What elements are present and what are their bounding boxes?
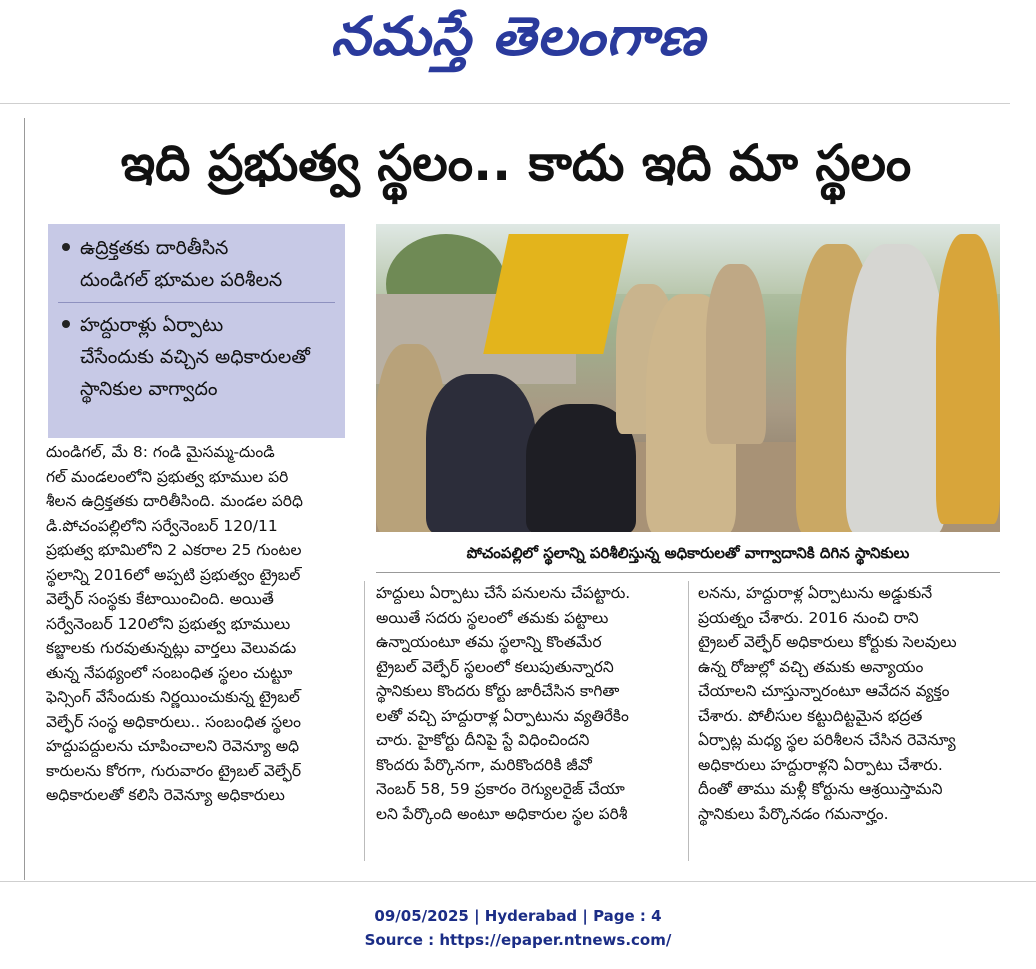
body-line: చారు. హైకోర్టు దీనిపై స్టే విధించిందని — [376, 731, 590, 749]
photo-person — [936, 234, 1000, 524]
photo-excavator — [483, 234, 629, 354]
body-line: లని పేర్కొంది అంటూ అధికారుల స్థల పరిశీ — [376, 804, 628, 823]
body-line: కబ్జాలకు గురవుతున్నట్లు వార్తలు వెలువడు — [46, 639, 297, 657]
body-line: లతో వచ్చి హద్దురాళ్ల ఏర్పాటును వ్యతిరేకిం — [376, 706, 629, 725]
body-line: ప్రభుత్వ భూమిలోని 2 ఎకరాల 25 గుంటల — [46, 541, 302, 559]
body-line: చేయాలని చూస్తున్నారంటూ ఆవేదన వ్యక్తం — [698, 682, 950, 700]
body-column-3 — [698, 581, 1000, 826]
masthead — [0, 0, 1036, 100]
body-line: లనను, హద్దురాళ్ల ఏర్పాటును అడ్డుకునే — [698, 584, 933, 602]
body-line: కారులను కోరగా, గురువారం ట్రైబల్ వెల్ఫేర్ — [46, 761, 302, 780]
photo-person — [846, 244, 946, 532]
body-column-2 — [376, 581, 678, 826]
photo-person — [706, 264, 766, 444]
bullet-icon — [62, 243, 70, 251]
bullet-icon — [62, 320, 70, 328]
column-divider — [688, 581, 689, 861]
highlight-divider — [58, 302, 335, 303]
body-line: ఏర్పాట్ల మధ్య స్థల పరిశీలన చేసిన రెవెన్యూ — [698, 731, 956, 749]
highlight-line: దుండిగల్ భూమల పరిశీలన — [80, 269, 283, 291]
body-line: ట్రైబల్ వెల్ఫేర్ అధికారులు కోర్టుకు సెలవులు — [698, 633, 957, 651]
newspaper-logo: నమస్తే తెలంగాణ — [330, 5, 706, 68]
body-line: సర్వేనెంబర్ 120లోని ప్రభుత్వ భూములు — [46, 614, 291, 633]
body-line: ఉన్నాయంటూ తమ స్థలాన్ని కొంతమేర — [376, 633, 602, 651]
body-line: వెల్ఫేర్ సంస్థకు కేటాయించింది. అయితే — [46, 590, 274, 608]
body-line: హద్దులు ఏర్పాటు చేసే పనులను చేపట్టారు. — [376, 584, 631, 602]
photo-caption: పోచంపల్లిలో స్థలాన్ని పరిశీలిస్తున్న అధికారులతో వాగ్వాదానికి దిగిన స్థానికులు — [466, 544, 910, 562]
body-line: శీలన ఉద్రిక్తతకు దారితీసింది. మండల పరిధి — [46, 492, 303, 510]
body-line: స్థలాన్ని 2016లో అప్పటి ప్రభుత్వం ట్రైబల్ — [46, 565, 301, 584]
body-line: గల్ మండలంలోని ప్రభుత్వ భూముల పరి — [46, 467, 289, 486]
highlights-box — [48, 224, 345, 438]
body-line: నెంబర్ 58, 59 ప్రకారం రెగ్యులరైజ్ చేయా — [376, 780, 625, 798]
body-line: అధికారులు హద్దురాళ్లని ఏర్పాటు చేశారు. — [698, 755, 943, 774]
body-line: ఫెన్సింగ్ వేసేందుకు నిర్ణయించుకున్న ట్రైబల్ — [46, 688, 300, 706]
highlight-item — [58, 232, 335, 296]
highlight-line: హద్దురాళ్లు ఏర్పాటు — [80, 314, 224, 336]
body-line: వెల్ఫేర్ సంస్థ అధికారులు.. సంబంధిత స్థలం — [46, 712, 302, 731]
highlight-item — [58, 309, 335, 405]
body-line: చేశారు. పోలీసుల కట్టుదిట్టమైన భద్రత — [698, 706, 923, 725]
highlight-line: చేసేందుకు వచ్చిన అధికారులతో — [80, 346, 310, 368]
body-line: స్థానికులు కొందరు కోర్టు జారీచేసిన కాగితా — [376, 682, 620, 700]
body-line: ఉన్న రోజుల్లో వచ్చి తమకు అన్యాయం — [698, 657, 924, 676]
highlight-line: స్థానికుల వాగ్వాదం — [80, 378, 218, 400]
body-line: దీంతో తాము మళ్లీ కోర్టును ఆశ్రయిస్తామని — [698, 780, 943, 798]
body-line: దుండిగల్, మే 8: గండి మైసమ్మ-దుండి — [46, 443, 275, 461]
body-line: ట్రైబల్ వెల్ఫేర్ స్థలంలో కలుపుతున్నారని — [376, 657, 614, 676]
masthead-divider — [0, 103, 1010, 104]
body-column-1 — [46, 440, 352, 808]
body-line: అధికారులతో కలిసి రెవెన్యూ అధికారులు — [46, 786, 285, 804]
footer — [0, 904, 1036, 952]
news-photo — [376, 224, 1000, 532]
body-line: ప్రయత్నం చేశారు. 2016 నుంచి రాని — [698, 608, 919, 627]
footer-divider — [0, 881, 1036, 882]
body-line: తున్న నేపథ్యంలో సంబంధిత స్థలం చుట్టూ — [46, 663, 293, 682]
footer-source-link[interactable]: Source : https://epaper.ntnews.com/ — [364, 931, 672, 949]
body-line: హద్దుపద్దులను చూపించాలని రెవెన్యూ అధి — [46, 737, 300, 755]
column-divider — [364, 581, 365, 861]
body-line: కొందరు పేర్కొనగా, మరికొందరికి జీవో — [376, 755, 592, 774]
footer-date-edition: 09/05/2025 | Hyderabad | Page : 4 — [374, 907, 662, 925]
body-line: డి.పోచంపల్లిలోని సర్వేనెంబర్ 120/11 — [46, 516, 278, 535]
highlight-line: ఉద్రిక్తతకు దారితీసిన — [80, 237, 229, 259]
body-line: అయితే సదరు స్థలంలో తమకు పట్టాలు — [376, 608, 609, 627]
article-headline: ఇది ప్రభుత్వ స్థలం.. కాదు ఇది మా స్థలం — [120, 134, 912, 192]
body-line: స్థానికులు పేర్కొనడం గమనార్హం. — [698, 804, 889, 823]
photo-person — [426, 374, 536, 532]
caption-divider — [376, 572, 1000, 573]
